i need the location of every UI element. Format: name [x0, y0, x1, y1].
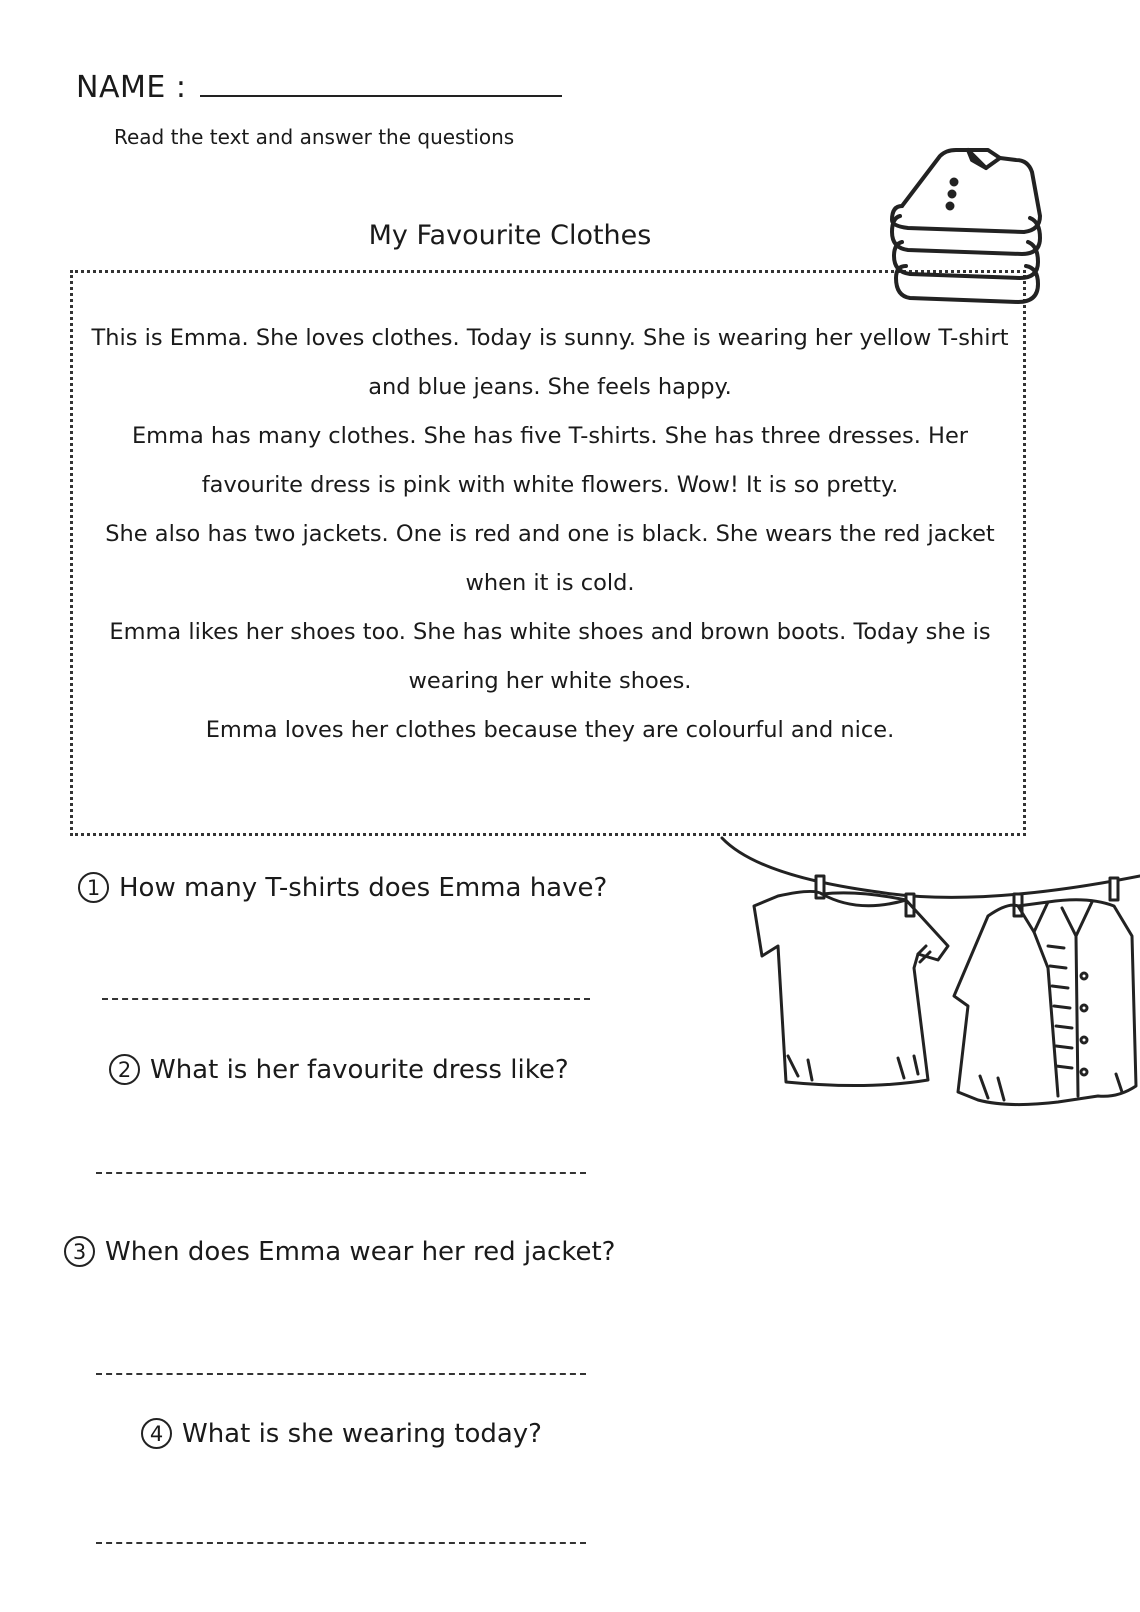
passage-paragraph: This is Emma. She loves clothes. Today is sunny. She is wearing her yellow T-shirt and blue jeans. She feels happy. — [91, 325, 1009, 400]
answer-line-2[interactable] — [96, 1172, 586, 1174]
question-number: 2 — [109, 1054, 140, 1085]
answer-line-4[interactable] — [96, 1542, 586, 1544]
question-text: How many T-shirts does Emma have? — [119, 872, 608, 903]
folded-shirts-icon — [888, 146, 1048, 314]
clothesline-icon — [718, 836, 1140, 1118]
instructions: Read the text and answer the questions — [114, 125, 515, 149]
question-text: What is her favourite dress like? — [150, 1054, 569, 1085]
passage-paragraph: Emma likes her shoes too. She has white shoes and brown boots. Today she is wearing her white shoes. — [109, 619, 991, 694]
question-number: 4 — [141, 1418, 172, 1449]
question-text: When does Emma wear her red jacket? — [105, 1236, 616, 1267]
name-label: NAME : — [76, 70, 187, 105]
name-row — [76, 70, 562, 105]
question-3 — [64, 1236, 615, 1267]
question-2 — [109, 1054, 569, 1085]
question-text: What is she wearing today? — [182, 1418, 542, 1449]
worksheet-title: My Favourite Clothes — [368, 220, 652, 251]
reading-passage — [90, 314, 1010, 755]
question-4 — [141, 1418, 542, 1449]
passage-paragraph: Emma has many clothes. She has five T-shirts. She has three dresses. Her favourite dress is pink with white flowers. Wow! It is so pretty. — [131, 423, 969, 498]
question-number: 3 — [64, 1236, 95, 1267]
answer-line-1[interactable] — [102, 998, 590, 1000]
question-1 — [78, 872, 607, 903]
answer-line-3[interactable] — [96, 1373, 586, 1375]
name-field[interactable] — [200, 95, 562, 97]
passage-paragraph: Emma loves her clothes because they are colourful and nice. — [205, 717, 895, 743]
question-number: 1 — [78, 872, 109, 903]
passage-paragraph: She also has two jackets. One is red and one is black. She wears the red jacket when it is cold. — [105, 521, 995, 596]
